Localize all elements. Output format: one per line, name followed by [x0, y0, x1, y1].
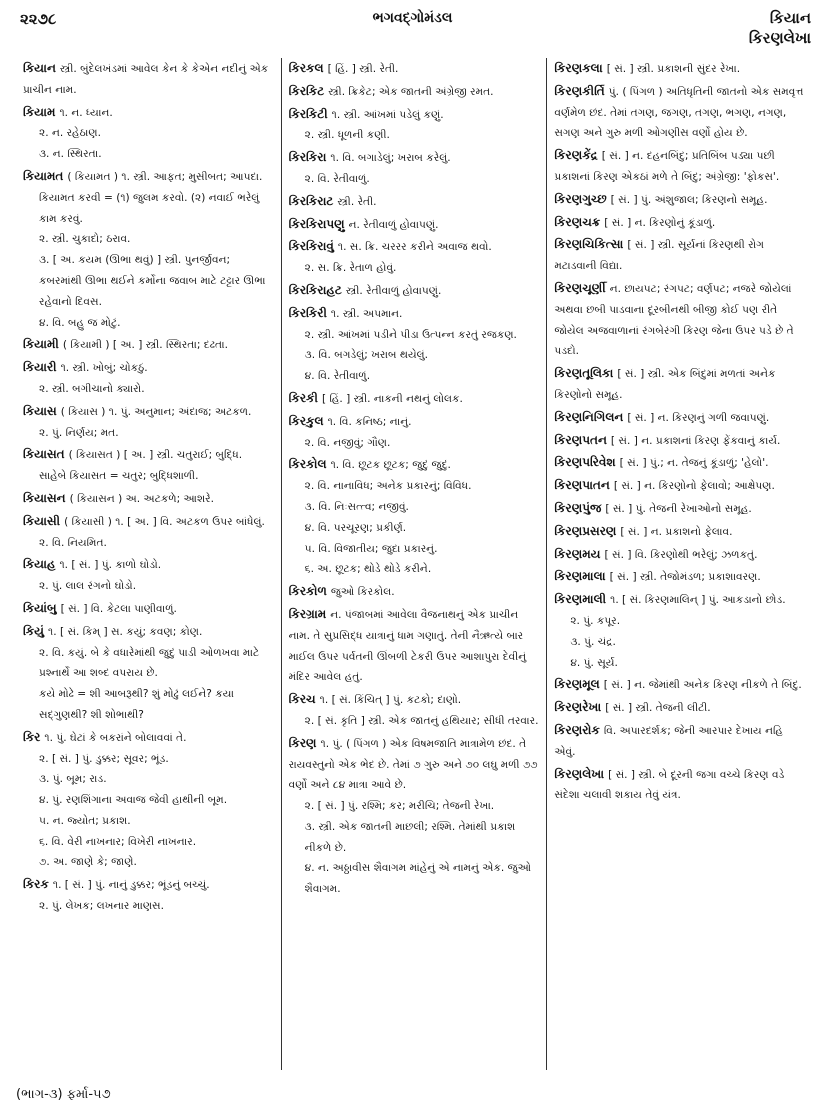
headword: કિરકિરાહટ	[288, 282, 342, 297]
headword: કિરણચૂર્ણી	[554, 280, 606, 295]
dictionary-entry	[23, 444, 274, 487]
headword: કિયાસી	[23, 513, 61, 528]
dictionary-entry	[554, 81, 805, 144]
headword: કિરણચિકિત્સા	[554, 237, 624, 252]
book-title: ભગવદ્ગોમંડલ	[372, 10, 453, 26]
headword: કિરણ	[288, 735, 317, 750]
definition: ( કિયાસત ) [ અ. ] સ્ત્રી. ચતુરાઈ; બુદ્ધિ.	[68, 449, 243, 462]
definition: ૩. વિ. નિઃસત્ત્વ; નજીવું.	[304, 500, 409, 513]
dictionary-entry	[23, 554, 274, 597]
dictionary-entry	[289, 280, 540, 302]
headword: કિરકિરાવું	[288, 239, 334, 254]
definition: ૧. સ્ત્રી. અપમાન.	[330, 307, 403, 320]
headword: કિરગ્રામ	[288, 606, 327, 621]
dictionary-entry	[289, 191, 540, 213]
headword: કિરણતૂલિકા	[554, 366, 614, 381]
definition: ૫. ન. જ્યોત; પ્રકાશ.	[39, 814, 131, 827]
dictionary-entry	[554, 475, 805, 497]
definition: ૨. વિ. કયું. બે કે વધારેમાંથી જુદું પાડી ઓળખવા માટે પ્રશ્નાર્થે આ શબ્દ વપરાય છે.	[39, 646, 260, 680]
dictionary-entry	[289, 733, 540, 900]
headword: કિરકિરા	[288, 150, 327, 165]
definition: ૧. ન. ધ્યાન.	[59, 106, 113, 119]
definition: ૬. વિ. વેરી નાખનાર; વિખેરી નાખનાર.	[39, 835, 197, 848]
headword: કિર	[23, 729, 41, 744]
headword: કિરકી	[288, 390, 318, 405]
headword: કિરકિરાટ	[288, 193, 334, 208]
headword: કિરણમૂલ	[554, 677, 600, 692]
headword: કિરણનિગિલન	[554, 409, 624, 424]
definition: ૧. વિ. કનિષ્ઠ; નાનું.	[327, 415, 412, 428]
headword: કિરણમય	[554, 546, 601, 561]
definition: [ સં. ] વિ. કેટલા પાણીવાળું.	[60, 602, 177, 615]
definition: ( કિયામી ) [ અ. ] સ્ત્રી. સ્થિરતા; દઢતા.	[62, 339, 228, 352]
headword: કિરણપ્રસરણ	[554, 523, 617, 538]
headword: કિયું	[23, 623, 45, 638]
headword: કિરણકીર્તિ	[554, 83, 605, 98]
definition: ૨. પું. લાલ રંગનો ઘોડો.	[39, 580, 137, 593]
headword: કિયાંબુ	[23, 600, 57, 615]
dictionary-entry	[23, 166, 274, 333]
definition: જુઓ કિરકોલ.	[330, 586, 395, 599]
dictionary-entry	[23, 727, 274, 874]
dictionary-entry	[23, 58, 274, 101]
definition: ૨. સ્ત્રી. બગીચાનો ક્યારો.	[39, 382, 145, 395]
dictionary-entry	[554, 498, 805, 520]
definition: ૨. સ્ત્રી. ચુકાદો; ઠરાવ.	[39, 233, 131, 246]
dictionary-entry	[554, 145, 805, 188]
headword: કિયારી	[23, 360, 57, 375]
headword: કિયાહ	[23, 557, 56, 572]
headword: કિરકલ	[288, 61, 324, 75]
guide-words	[749, 8, 811, 48]
dictionary-entry	[23, 598, 274, 620]
definition: ૪. વિ. પરચૂરણ; પ્રકીર્ણ.	[304, 521, 407, 534]
definition: [ સં. ] ન. કિરણોનો ફેલાવો; આક્ષેપણ.	[613, 480, 775, 493]
definition: ન. પંજાબમાં આવેલા વૈજનાથનું એક પ્રાચીન નામ. તે સુપ્રસિદ્ધ યાત્રાનું ધામ ગણાતું. તેની નૈઋત્યે બાર માઈલ ઉપર પર્વતની ઊંબળી ટેકરી ઉપર આશાપુરા દેવીનું મંદિર આવેલ હતું.	[288, 608, 527, 684]
definition: [ સં. ] વિ. કિરણોથી ભરેલું; ઝળકતું.	[604, 548, 758, 561]
definition: ૩. સ્ત્રી. એક જાતની માછલી; રશ્મિ. તેમાંથી પ્રકાશ નીકળે છે.	[304, 820, 516, 854]
definition: ૧. [ સં. કિમ્ ] સ. કયું; કવણ; કોણ.	[48, 625, 203, 638]
dictionary-entry	[554, 363, 805, 406]
dictionary-entry	[289, 689, 540, 732]
dictionary-entry	[289, 58, 540, 80]
definition: ૨. [ સં. ] પું. રશ્મિ; કર; મરીચિ; તેજની રેખા.	[304, 800, 495, 813]
definition: ૨. સ્ત્રી. ધૂળની કણી.	[304, 129, 390, 142]
headword: કિરકોળ	[288, 584, 327, 599]
headword: કિયાસન	[23, 490, 66, 505]
dictionary-entry	[289, 388, 540, 410]
definition: ૧. [ સં. ] પું. કાળો ઘોડો.	[59, 559, 162, 572]
definition: ૭. અ. જાણે કે; જાણે.	[39, 856, 137, 869]
headword: કિરણપુંજ	[554, 500, 602, 515]
headword: કિયામ	[23, 104, 56, 119]
headword: કિયામત	[23, 168, 64, 183]
definition: ૧. [ સં. કિંચિત્ ] પું. કટકો; દાણો.	[319, 694, 462, 707]
headword: કિરકિટ	[288, 83, 325, 98]
definition: ૧. પું. ઘેટાં કે બકરાંને બોલાવવાં તે.	[44, 731, 187, 744]
definition: ૨. વિ. રેતીવાળું.	[304, 172, 370, 185]
dictionary-entry	[554, 189, 805, 211]
dictionary-columns	[16, 58, 812, 1070]
definition: ( કિયામત ) ૧. સ્ત્રી. આફત; મુસીબત; આપદા.	[67, 170, 263, 183]
headword: કિરક	[23, 877, 49, 892]
definition: સાહેબે કિયાસત = ચતુર; બુદ્ધિશાળી.	[39, 470, 199, 483]
definition: ૪. વિ. રેતીવાળું.	[304, 370, 371, 383]
printer-signature: (ભાગ-૩) ફર્મા-૫૭	[16, 1087, 111, 1102]
definition: ૨. વિ. નાનાવિધ; અનેક પ્રકારનું; વિવિધ.	[304, 480, 472, 493]
definition: ૧. સ્ત્રી. ખોબું; ચોકઠું.	[60, 362, 148, 375]
headword: કિરકોલ	[288, 457, 327, 472]
definition: [ સં. ] ન. કિરણનું ગળી જવાપણું.	[627, 411, 770, 424]
definition: ૩. ન. સ્થિરતા.	[39, 148, 102, 161]
definition: [ સં. ] સ્ત્રી. તેજોમંડળ; પ્રકાશાવરણ.	[609, 571, 761, 584]
dictionary-entry	[289, 604, 540, 688]
dictionary-entry	[23, 874, 274, 917]
headword: કિયાન	[23, 61, 56, 75]
definition: ૫. વિ. વિજાતીય; જુદા પ્રકારનું.	[304, 542, 438, 555]
definition: વિ. અપારદર્શક; જેની આરપાર દેખાય નહિ એવું.	[554, 724, 783, 758]
definition: ૨. સ્ત્રી. આંખમાં પડીને પીડા ઉત્પન્ન કરતું રજકણ.	[304, 328, 517, 341]
definition: [ સં. ] ન. કિરણોનું કૂંડાળું.	[604, 216, 716, 229]
definition: ૨. સ. ક્રિ. રેતાળ હોવું.	[304, 262, 397, 275]
definition: ૨. [ સં. ] પું. ડુક્કર; સૂવર; ભૂંડ.	[39, 752, 169, 765]
definition: ૩. [ અ. કયમ (ઊભા થવું) ] સ્ત્રી. પુનર્જીવન; કબરમાંથી ઊભા થઈને કર્મોના જવાબ માટે ટટ્ટાર ઊભા રહેવાનો દિવસ.	[39, 254, 266, 308]
definition: [ સં. ] પું. અંશુજાલ; કિરણનો સમૂહ.	[610, 193, 768, 206]
dictionary-entry	[289, 214, 540, 236]
dictionary-entry	[554, 674, 805, 696]
dictionary-entry	[23, 488, 274, 510]
dictionary-entry	[554, 58, 805, 80]
definition: ( કિયાસન ) અ. અટકળે; આશરે.	[69, 492, 215, 505]
page-header	[0, 6, 825, 54]
dictionary-entry	[289, 236, 540, 279]
headword: કિરણપાતન	[554, 478, 610, 493]
definition: કયે મોઢે = શી આબરૂથી? શું મોઢું લઈને? કયા સદ્‌ગુણથી? શી શોભાથી?	[39, 688, 234, 721]
definition: [ સં. ] પું. તેજની રેખાઓનો સમૂહ.	[605, 502, 752, 515]
headword: કિરણમાલા	[554, 569, 606, 584]
dictionary-entry	[554, 697, 805, 719]
dictionary-entry	[289, 454, 540, 580]
definition: કિયામત કરવી = (૧) જુલમ કરવો. (૨) નવાઈ ભરેલું કામ કરવું.	[39, 191, 260, 225]
column-2	[281, 58, 547, 1070]
definition: સ્ત્રી. ક્રિકેટ; એક જાતની અંગ્રેજી રમત.	[328, 85, 494, 98]
definition: ૧. વિ. બગાડેલું; ખરાબ કરેલું.	[330, 152, 451, 165]
definition: [ સં. ] ન. જેમાંથી અનેક કિરણ નીકળે તે બિંદુ.	[603, 679, 802, 692]
definition: સ્ત્રી. રેતીવાળું હોવાપણું.	[345, 284, 442, 297]
dictionary-entry	[554, 566, 805, 588]
headword: કિયામી	[23, 337, 59, 352]
page-number: ૨૨૭૮	[20, 10, 57, 28]
headword: કિરકુલ	[288, 413, 324, 428]
definition: [ સં. ] સ્ત્રી. એક બિંદુમાં મળતાં અનેક કિરણોનો સમૂહ.	[554, 368, 776, 401]
headword: કિયાસ	[23, 403, 57, 418]
definition: સ્ત્રી. બુંદેલખંડમાં આવેલ કેન કે કેએન નદીનું એક પ્રાચીન નામ.	[23, 63, 269, 96]
definition: ( કિયાસી ) ૧. [ અ. ] વિ. અટકળ ઉપર બાંધેલું.	[64, 515, 265, 528]
headword: કિરણરોક	[554, 722, 600, 737]
definition: [ સં. ] સ્ત્રી. પ્રકાશની સુંદર રેખા.	[606, 63, 741, 75]
definition: ૧. વિ. છૂટક છૂટક; જુદું જુદું.	[330, 459, 451, 472]
headword: કિરણકલા	[554, 61, 603, 75]
definition: ૨. વિ. નજીવું; ગૌણ.	[304, 436, 391, 449]
dictionary-entry	[554, 234, 805, 277]
definition: ૬. અ. છૂટક; થોડે થોડે કરીને.	[304, 563, 432, 576]
dictionary-entry	[23, 357, 274, 400]
definition: ૧. [ સં. ] પું. નાનું ડુક્કર; ભૂંડનું બચ્ચું.	[52, 879, 210, 892]
definition: ૨. વિ. નિયમિત.	[39, 536, 107, 549]
headword: કિરકિરાપણુ	[288, 216, 345, 231]
dictionary-entry	[554, 764, 805, 807]
definition: ૪. વિ. બહુ જ મોટું.	[39, 316, 121, 329]
dictionary-entry	[554, 212, 805, 234]
dictionary-entry	[23, 621, 274, 726]
dictionary-entry	[23, 511, 274, 554]
dictionary-entry	[289, 147, 540, 190]
guide-word-first: કિયાન	[769, 9, 811, 27]
definition: [ હિં. ] સ્ત્રી. રેતી.	[327, 63, 399, 75]
definition: પું. ( પિંગળ ) અતિધૃતિની જાતનો એક સમવૃત્ત વર્ણમેળ છંદ. તેમાં તગણ, જગણ, તગણ, ભગણ, નગણ, સગણ અને ગુરુ મળી ઓગણીસ વર્ણો હોય છે.	[554, 85, 804, 140]
definition: ન. રેતીવાળું હોવાપણું.	[348, 218, 439, 231]
definition: ૩. વિ. બગડેલું; ખરાબ થયેલું.	[304, 349, 429, 362]
dictionary-entry	[554, 278, 805, 362]
definition: ૧. પું. ( પિંગળ ) એક વિષમજાતિ માત્રામેળ છંદ. તે રાયવસ્તુનો એક ભેદ છે. તેમાં ૭ ગુરુ અને ૭૦ લઘુ મળી ૭૭ વર્ણો અને ૮૪ માત્રા આવે છે.	[288, 737, 538, 792]
headword: કિરણલેખા	[554, 766, 605, 781]
headword: કિરકિટી	[288, 106, 328, 121]
dictionary-entry	[554, 430, 805, 452]
dictionary-entry	[289, 104, 540, 147]
dictionary-entry	[289, 411, 540, 454]
dictionary-entry	[23, 102, 274, 165]
headword: કિરણરેખા	[554, 700, 602, 715]
dictionary-entry	[289, 81, 540, 103]
column-1	[16, 58, 281, 1070]
definition: ૨. પું. નિર્ણય; મત.	[39, 426, 119, 439]
dictionary-entry	[554, 720, 805, 763]
definition: ૧. સ્ત્રી. આંખમાં પડેલું કણું.	[331, 108, 444, 121]
headword: કિરણપતન	[554, 432, 607, 447]
dictionary-entry	[554, 544, 805, 566]
headword: કિરણમાલી	[554, 592, 607, 607]
headword: કિરણપરિવેશ	[554, 455, 616, 470]
headword: કિરણકેંદ્ર	[554, 148, 598, 163]
headword: કિરણગુચ્છ	[554, 191, 607, 206]
definition: ૨. ન. રહેઠાણ.	[39, 127, 101, 140]
definition: ૧. [ સં. કિરણમાલિન્ ] પું. આકડાનો છોડ.	[610, 594, 786, 607]
dictionary-entry	[554, 407, 805, 429]
definition: ૪. પું. સૂર્ય.	[570, 656, 618, 669]
definition: [ હિં. ] સ્ત્રી. નાકની નથનું લોલક.	[321, 392, 463, 405]
definition: [ સં. ] પું.; ન. તેજનું કૂંડાળું; 'હેલો'.	[619, 457, 769, 470]
definition: ( કિયાસ ) ૧. પું. અનુમાન; અંદાજ; અટકળ.	[60, 405, 252, 418]
dictionary-entry	[289, 581, 540, 603]
definition: [ સં. ] ન. દહનબિંદુ; પ્રતિબિંબ પડ્યા પછી પ્રકાશનાં કિરણ એકઠાં મળે તે બિંદુ; અંગ્રેજી: 'ફોકસ'.	[554, 150, 780, 183]
definition: ૩. પું. ચંદ્ર.	[570, 635, 616, 648]
dictionary-entry	[554, 521, 805, 543]
definition: [ સં. ] ન. પ્રકાશનાં કિરણ ફેંકવાનું કાર્ય.	[610, 434, 781, 447]
column-3	[546, 58, 812, 1070]
definition: ૨. પું. લેખક; લખનાર માણસ.	[39, 900, 165, 913]
dictionary-entry	[23, 334, 274, 356]
dictionary-entry	[23, 401, 274, 444]
definition: ન. છાયપટ; રંગપટ; વર્ણપટ; નજરે જોયેલાં અથવા છબી પાડવાના દૂરબીનથી બીજી કોઈ પણ રીતે જોયેલ અજવાળાનાં રંગબેરંગી કિરણ જેના ઉપર પડે છે તે પડદો.	[554, 282, 794, 358]
definition: [ સં. ] સ્ત્રી. સૂર્યનાં કિરણથી રોગ મટાડવાની વિદ્યા.	[554, 239, 764, 273]
headword: કિરણચક્ર	[554, 214, 601, 229]
headword: કિરચ	[288, 692, 316, 707]
definition: ૪. પું. રણશિંગાના અવાજ જેવી હાથીની બૂમ.	[39, 794, 228, 807]
definition: ૨. પું. કપૂર.	[570, 614, 621, 627]
definition: [ સં. ] સ્ત્રી. તેજની લીટી.	[605, 702, 711, 715]
dictionary-entry	[554, 452, 805, 474]
dictionary-entry	[554, 589, 805, 673]
dictionary-entry	[289, 303, 540, 387]
headword: કિયાસત	[23, 447, 65, 462]
definition: સ્ત્રી. રેતી.	[337, 195, 377, 208]
definition: [ સં. ] ન. પ્રકાશનો ફેલાવ.	[620, 525, 733, 538]
definition: ૧. સ. ક્રિ. ચરરર કરીને અવાજ થવો.	[337, 241, 492, 254]
definition: [ સં. ] સ્ત્રી. બે દૂરની જગા વચ્ચે કિરણ વડે સંદેશા ચલાવી શકાય તેવું યંત્ર.	[554, 768, 785, 802]
definition: ૩. પું. બૂમ; રાડ.	[39, 773, 107, 786]
definition: ૨. [ સં. કૃતિ ] સ્ત્રી. એક જાતનું હથિયાર; સીધી તરવાર.	[304, 714, 539, 727]
headword: કિરકિરી	[288, 305, 327, 320]
definition: ૪. ન. અઠ્ઠાવીસ શૈવાગમ માંહેનું એ નામનું એક. જુઓ શૈવાગમ.	[304, 862, 532, 896]
guide-word-last: કિરણલેખા	[748, 29, 811, 47]
